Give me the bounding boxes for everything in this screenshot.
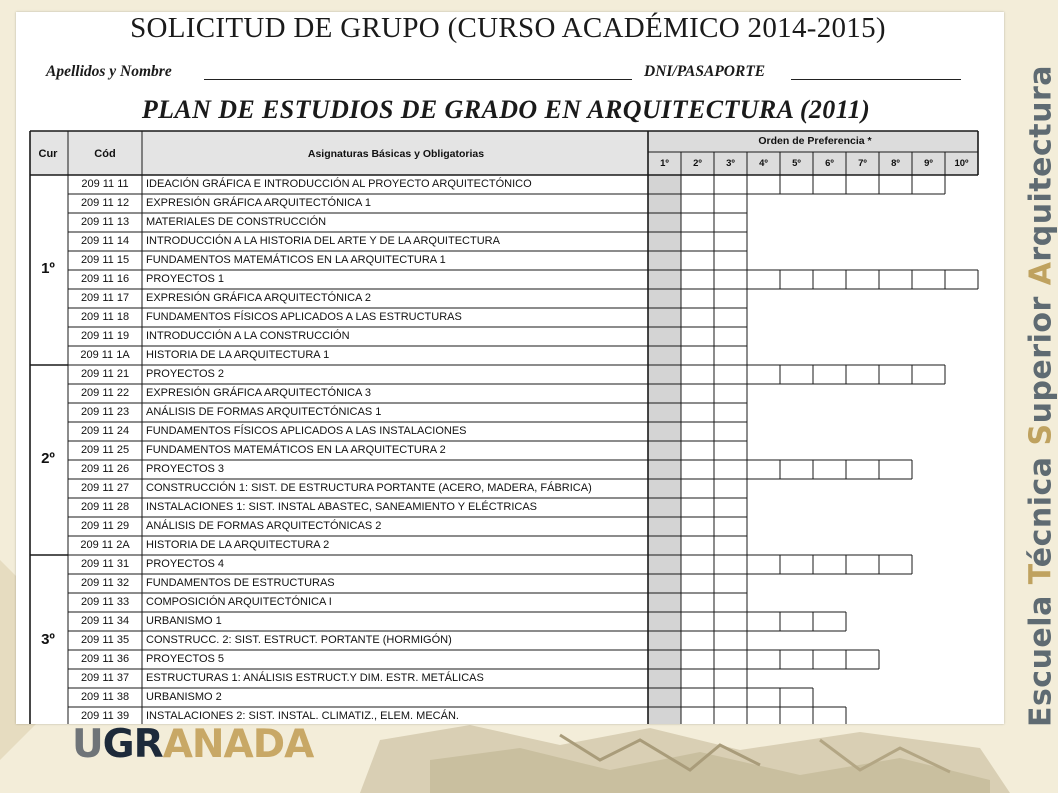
preference-box[interactable] [781,176,812,193]
preference-box[interactable] [781,271,812,288]
preference-box[interactable] [682,689,713,706]
subject-name: INSTALACIONES 1: SIST. INSTAL ABASTEC, SANEAMIENTO Y ELÉCTRICAS [146,501,538,513]
preference-box[interactable] [649,252,680,269]
subject-code: 209 11 39 [80,710,130,722]
subject-name: PROYECTOS 1 [146,273,225,285]
subject-code: 209 11 25 [80,444,130,456]
subject-name: EXPRESIÓN GRÁFICA ARQUITECTÓNICA 3 [146,387,371,399]
subject-name: EXPRESIÓN GRÁFICA ARQUITECTÓNICA 2 [146,292,371,304]
subject-code: 209 11 29 [80,520,130,532]
preference-box[interactable] [649,461,680,478]
preference-box[interactable] [715,461,746,478]
preference-box[interactable] [649,404,680,421]
preference-box[interactable] [715,385,746,402]
preference-box[interactable] [649,385,680,402]
preference-box[interactable] [649,480,680,497]
subject-name: CONSTRUCC. 2: SIST. ESTRUCT. PORTANTE (HORMIGÓN) [146,634,452,646]
preference-box[interactable] [715,328,746,345]
preference-box[interactable] [847,651,878,668]
subject-name: FUNDAMENTOS MATEMÁTICOS EN LA ARQUITECTURA 2 [146,444,446,456]
preference-box[interactable] [715,404,746,421]
subject-code: 209 11 17 [80,292,130,304]
preference-box[interactable] [682,575,713,592]
subject-code: 209 11 37 [80,672,130,684]
subject-code: 209 11 19 [80,330,130,342]
preference-box[interactable] [682,366,713,383]
preference-box[interactable] [682,613,713,630]
preference-box[interactable] [682,461,713,478]
preference-box[interactable] [682,309,713,326]
subject-code: 209 11 27 [80,482,130,494]
preference-box[interactable] [682,233,713,250]
preference-box[interactable] [814,461,845,478]
preference-box[interactable] [715,480,746,497]
preference-box[interactable] [682,214,713,231]
subject-code: 209 11 11 [81,178,129,190]
subject-name: URBANISMO 2 [146,691,222,703]
subject-name: ANÁLISIS DE FORMAS ARQUITECTÓNICAS 1 [146,406,382,418]
subject-code: 209 11 14 [80,235,130,247]
preference-box[interactable] [649,518,680,535]
preference-box[interactable] [682,404,713,421]
pref-col-2: 2º [693,158,702,169]
preference-box[interactable] [715,613,746,630]
preference-box[interactable] [715,670,746,687]
preference-box[interactable] [682,176,713,193]
preference-box[interactable] [913,176,944,193]
subject-name: PROYECTOS 3 [146,463,225,475]
preference-box[interactable] [649,195,680,212]
subject-name: URBANISMO 1 [146,615,222,627]
preference-box[interactable] [781,556,812,573]
preference-box[interactable] [649,214,680,231]
preference-box[interactable] [715,214,746,231]
pref-col-4: 4º [759,158,768,169]
subject-name: HISTORIA DE LA ARQUITECTURA 2 [146,539,330,551]
subject-name: FUNDAMENTOS FÍSICOS APLICADOS A LAS ESTRUCTURAS [146,311,462,323]
subject-code: 209 11 23 [80,406,130,418]
preference-box[interactable] [781,613,812,630]
preference-box[interactable] [715,309,746,326]
subject-code: 209 11 26 [80,463,130,475]
preference-box[interactable] [880,271,911,288]
preference-box[interactable] [781,689,812,706]
preference-box[interactable] [748,461,779,478]
preference-box[interactable] [649,176,680,193]
preference-box[interactable] [913,366,944,383]
preference-box[interactable] [715,423,746,440]
subject-code: 209 11 21 [80,368,130,380]
preference-box[interactable] [946,271,977,288]
subject-name: CONSTRUCCIÓN 1: SIST. DE ESTRUCTURA PORTANTE (ACERO, MADERA, FÁBRICA) [146,482,592,494]
preference-box[interactable] [748,708,779,724]
pref-col-1: 1º [660,158,669,169]
header-preference-order: Orden de Preferencia * [758,135,872,147]
preference-box[interactable] [748,176,779,193]
preference-box[interactable] [715,271,746,288]
preference-box[interactable] [847,366,878,383]
preference-box[interactable] [682,347,713,364]
subject-name: EXPRESIÓN GRÁFICA ARQUITECTÓNICA 1 [146,197,371,209]
subject-name: HISTORIA DE LA ARQUITECTURA 1 [146,349,330,361]
preference-box[interactable] [715,499,746,516]
preference-box[interactable] [715,366,746,383]
preference-box[interactable] [682,670,713,687]
preference-box[interactable] [682,594,713,611]
subject-name: COMPOSICIÓN ARQUITECTÓNICA I [146,596,332,608]
preference-box[interactable] [715,518,746,535]
preference-box[interactable] [748,613,779,630]
preference-box[interactable] [781,366,812,383]
preference-box[interactable] [880,461,911,478]
ugranada-logo: UGRANADA [72,722,314,767]
header-cod: Cód [94,148,116,160]
preference-box[interactable] [715,632,746,649]
preference-box[interactable] [880,556,911,573]
subject-name: FUNDAMENTOS MATEMÁTICOS EN LA ARQUITECTURA 1 [146,254,446,266]
preference-box[interactable] [649,290,680,307]
school-name-vertical: Escuela Técnica Superior Arquitectura [1023,64,1058,728]
subject-name: INSTALACIONES 2: SIST. INSTAL. CLIMATIZ., ELEM. MECÁN. [146,710,459,722]
subject-name: MATERIALES DE CONSTRUCCIÓN [146,216,327,228]
preference-box[interactable] [847,176,878,193]
preference-box[interactable] [814,366,845,383]
preference-box[interactable] [682,518,713,535]
preference-box[interactable] [814,708,845,724]
preference-box[interactable] [847,556,878,573]
preference-box[interactable] [781,651,812,668]
pref-col-3: 3º [726,158,735,169]
preference-box[interactable] [880,366,911,383]
preference-box[interactable] [682,328,713,345]
subject-code: 209 11 12 [80,197,130,209]
subject-name: FUNDAMENTOS DE ESTRUCTURAS [146,577,335,589]
preference-box[interactable] [682,252,713,269]
preference-box[interactable] [649,651,680,668]
preference-box[interactable] [715,575,746,592]
preference-box[interactable] [649,708,680,724]
preference-box[interactable] [748,556,779,573]
preference-box[interactable] [682,499,713,516]
preference-box[interactable] [748,271,779,288]
subject-code: 209 11 38 [80,691,130,703]
preference-box[interactable] [715,233,746,250]
preference-box[interactable] [715,176,746,193]
pref-col-7: 7º [858,158,867,169]
subject-name: IDEACIÓN GRÁFICA E INTRODUCCIÓN AL PROYECTO ARQUITECTÓNICO [146,178,532,190]
subject-code: 209 11 18 [80,311,130,323]
application-form-sheet [16,12,1004,724]
subject-name: PROYECTOS 2 [146,368,225,380]
preference-box[interactable] [682,537,713,554]
preference-box[interactable] [781,708,812,724]
name-label: Apellidos y Nombre [46,63,172,80]
preference-box[interactable] [715,195,746,212]
subject-code: 209 11 13 [80,216,130,228]
preference-box[interactable] [715,537,746,554]
preference-box[interactable] [682,442,713,459]
preference-box[interactable] [649,233,680,250]
preference-box[interactable] [847,461,878,478]
preference-box[interactable] [748,366,779,383]
preference-box[interactable] [814,651,845,668]
preference-box[interactable] [682,556,713,573]
preference-box[interactable] [715,556,746,573]
subject-name: ANÁLISIS DE FORMAS ARQUITECTÓNICAS 2 [146,520,382,532]
preference-box[interactable] [814,176,845,193]
subject-name: FUNDAMENTOS FÍSICOS APLICADOS A LAS INSTALACIONES [146,425,467,437]
preference-box[interactable] [649,328,680,345]
preference-box[interactable] [715,594,746,611]
preference-box[interactable] [649,309,680,326]
preference-box[interactable] [649,594,680,611]
preference-box[interactable] [880,176,911,193]
preference-box[interactable] [649,575,680,592]
subject-code: 209 11 28 [80,501,130,513]
preference-box[interactable] [649,613,680,630]
preference-box[interactable] [682,195,713,212]
preference-box[interactable] [649,632,680,649]
preference-box[interactable] [649,499,680,516]
subject-code: 209 11 16 [80,273,130,285]
dni-label: DNI/PASAPORTE [644,63,766,80]
preference-box[interactable] [649,442,680,459]
preference-box[interactable] [682,632,713,649]
subject-code: 209 11 24 [80,425,130,437]
course-label-2: 2º [41,450,55,467]
subject-code: 209 11 2A [80,539,130,551]
preference-box[interactable] [715,651,746,668]
course-label-1: 1º [41,260,55,277]
preference-box[interactable] [781,461,812,478]
subject-code: 209 11 34 [80,615,130,627]
subject-code: 209 11 32 [80,577,130,589]
subject-name: PROYECTOS 5 [146,653,225,665]
header-subjects: Asignaturas Básicas y Obligatorias [307,148,485,160]
subject-code: 209 11 15 [80,254,130,266]
preference-box[interactable] [649,689,680,706]
form-title: SOLICITUD DE GRUPO (CURSO ACADÉMICO 2014-2015) [130,12,886,44]
subject-code: 209 11 35 [80,634,130,646]
preference-box[interactable] [748,689,779,706]
preference-box[interactable] [649,271,680,288]
preference-box[interactable] [913,271,944,288]
preference-box[interactable] [715,442,746,459]
subject-code: 209 11 31 [80,558,130,570]
preference-box[interactable] [715,708,746,724]
preference-box[interactable] [649,556,680,573]
preference-box[interactable] [682,708,713,724]
preference-box[interactable] [649,366,680,383]
header-cur: Cur [38,148,58,160]
preference-box[interactable] [715,689,746,706]
preference-box[interactable] [649,347,680,364]
preference-box[interactable] [682,271,713,288]
preference-box[interactable] [814,613,845,630]
preference-box[interactable] [682,290,713,307]
course-label-3: 3º [41,630,55,648]
preference-box[interactable] [748,651,779,668]
subject-code: 209 11 36 [80,653,130,665]
preference-box[interactable] [682,651,713,668]
preference-box[interactable] [814,556,845,573]
pref-col-10: 10º [954,158,969,169]
preference-box[interactable] [682,385,713,402]
preference-box[interactable] [682,480,713,497]
preference-box[interactable] [715,290,746,307]
subject-name: ESTRUCTURAS 1: ANÁLISIS ESTRUCT.Y DIM. ESTR. METÁLICAS [146,672,484,684]
subject-name: INTRODUCCIÓN A LA CONSTRUCCIÓN [146,330,350,342]
pref-col-8: 8º [891,158,900,169]
preference-box[interactable] [649,670,680,687]
subject-name: INTRODUCCIÓN A LA HISTORIA DEL ARTE Y DE LA ARQUITECTURA [146,235,500,247]
preference-box[interactable] [649,537,680,554]
pref-col-9: 9º [924,158,933,169]
preference-box[interactable] [814,271,845,288]
plan-title: PLAN DE ESTUDIOS DE GRADO EN ARQUITECTURA (2011) [141,95,871,124]
preference-box[interactable] [682,423,713,440]
preference-box[interactable] [847,271,878,288]
preference-box[interactable] [715,347,746,364]
preference-box[interactable] [649,423,680,440]
pref-col-6: 6º [825,158,834,169]
pref-col-5: 5º [792,158,801,169]
subject-code: 209 11 33 [80,596,130,608]
subject-name: PROYECTOS 4 [146,558,225,570]
subject-code: 209 11 22 [80,387,130,399]
subject-code: 209 11 1A [80,349,130,361]
preference-box[interactable] [715,252,746,269]
